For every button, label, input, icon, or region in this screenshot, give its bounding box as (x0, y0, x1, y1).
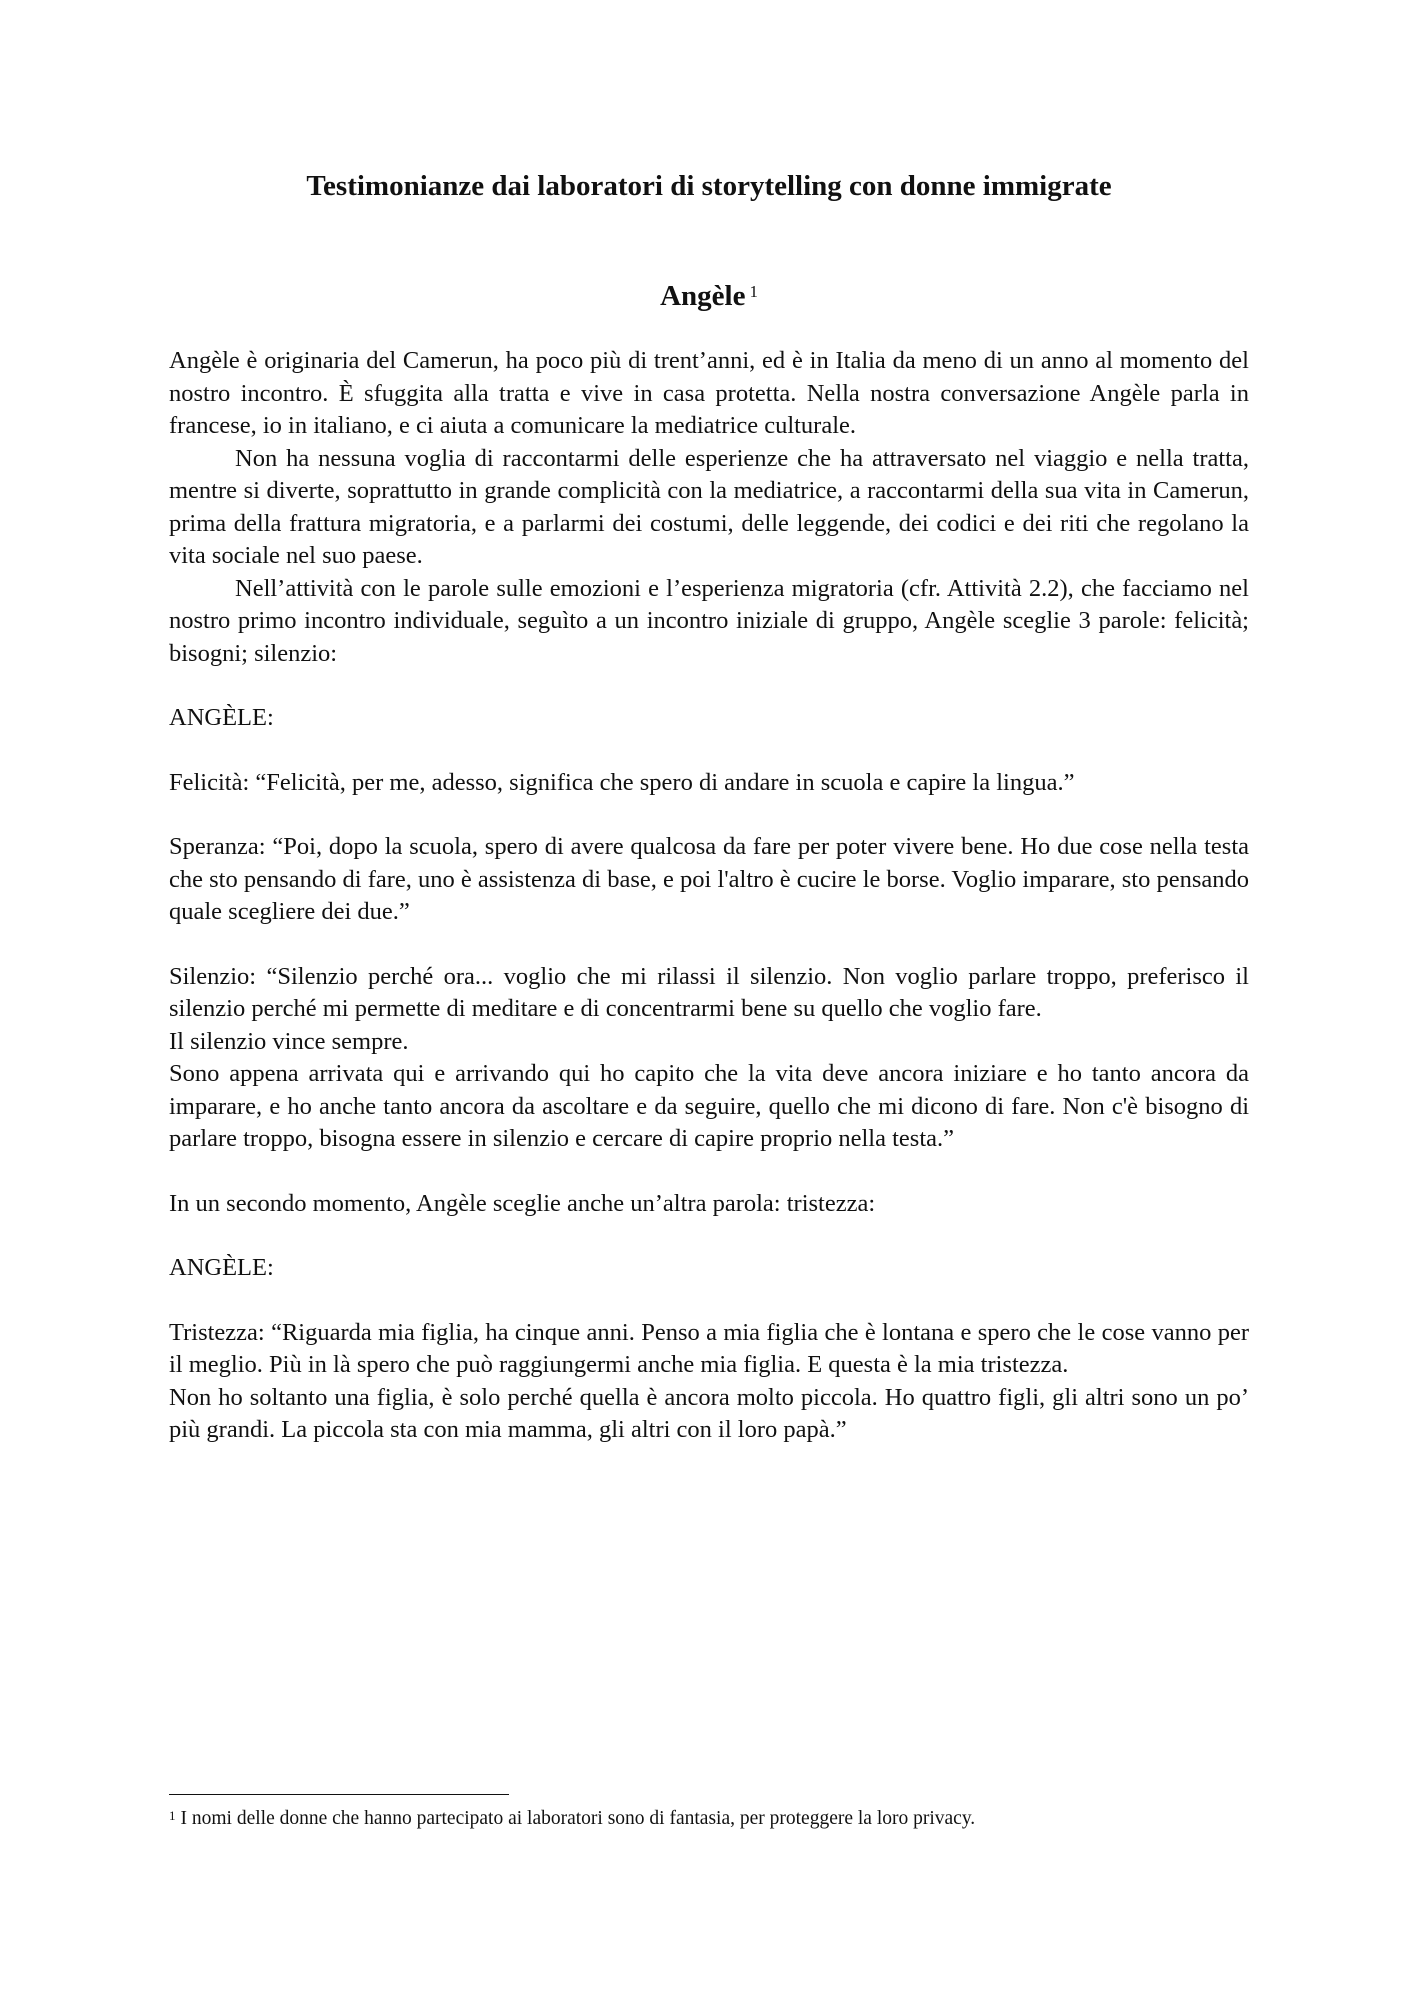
quote-speranza: Speranza: “Poi, dopo la scuola, spero di avere qualcosa da fare per poter vivere bene. Ho due cose nella testa che sto pensando di fare, uno è assistenza di base, e poi l'altro è cucire le borse. Voglio imparare, sto pensando quale scegliere dei due.” (169, 833, 1249, 925)
speaker-label: ANGÈLE: (169, 704, 274, 731)
paragraph-second-moment: In un secondo momento, Angèle sceglie anche un’altra parola: tristezza: (169, 1189, 876, 1217)
footnote-divider (169, 1794, 509, 1795)
document-body (169, 345, 1249, 1447)
quote-tristezza: Tristezza: “Riguarda mia figlia, ha cinque anni. Penso a mia figlia che è lontana e spero che le cose vanno per il meglio. Più in là spero che può raggiungermi anche mia figlia. E questa è la mia tristezza. (169, 1318, 1249, 1378)
footnote-reference: 1 (749, 282, 758, 301)
footnote-text: I nomi delle donne che hanno partecipato ai laboratori sono di fantasia, per proteggere la loro privacy. (180, 1808, 976, 1829)
paragraph-activity: Nell’attività con le parole sulle emozioni e l’esperienza migratoria (cfr. Attività 2.2), che facciamo nel nostro primo incontro individuale, seguìto a un incontro iniziale di gruppo, Angèle sceglie 3 parole: felicità; bisogni; silenzio: (169, 574, 1249, 667)
quote-silenzio-line: Il silenzio vince sempre. (169, 1027, 409, 1055)
quote-silenzio: Silenzio: “Silenzio perché ora... voglio che mi rilassi il silenzio. Non voglio parlare troppo, preferisco il silenzio perché mi permette di meditare e di concentrarmi bene su quello che voglio fare. (169, 962, 1249, 1022)
document-title: Testimonianze dai laboratori di storytelling con donne immigrate (306, 170, 1112, 202)
paragraph-intro: Angèle è originaria del Camerun, ha poco più di trent’anni, ed è in Italia da meno di un anno al momento del nostro incontro. È sfuggita alla tratta e vive in casa protetta. Nella nostra conversazione Angèle parla in francese, io in italiano, e ci aiuta a comunicare la mediatrice culturale. (169, 347, 1249, 439)
footnote (169, 1806, 1249, 1832)
quote-silenzio-continued: Sono appena arrivata qui e arrivando qui ho capito che la vita deve ancora iniziare e ho tanto ancora da imparare, e ho anche tanto ancora da ascoltare e da seguire, quello che mi dicono di fare. Non c'è bisogno di parlare troppo, bisogna essere in silenzio e cercare di capire proprio nella testa.” (169, 1060, 1249, 1152)
paragraph-travel: Non ha nessuna voglia di raccontarmi delle esperienze che ha attraversato nel viaggio e nella tratta, mentre si diverte, soprattutto in grande complicità con la mediatrice, a raccontarmi della sua vita in Camerun, prima della frattura migratoria, e a parlarmi dei costumi, delle leggende, dei codici e dei riti che regolano la vita sociale nel suo paese. (169, 444, 1249, 569)
section-heading (169, 278, 1249, 314)
footnote-number: 1 (169, 1808, 176, 1823)
section-heading-text: Angèle (660, 280, 746, 312)
speaker-label: ANGÈLE: (169, 1254, 274, 1281)
document-page (169, 0, 1249, 2000)
quote-tristezza-continued: Non ho soltanto una figlia, è solo perché quella è ancora molto piccola. Ho quattro figli, gli altri sono un po’ più grandi. La piccola sta con mia mamma, gli altri con il loro papà.” (169, 1383, 1249, 1443)
quote-felicita: Felicità: “Felicità, per me, adesso, significa che spero di andare in scuola e capire la lingua.” (169, 768, 1075, 796)
